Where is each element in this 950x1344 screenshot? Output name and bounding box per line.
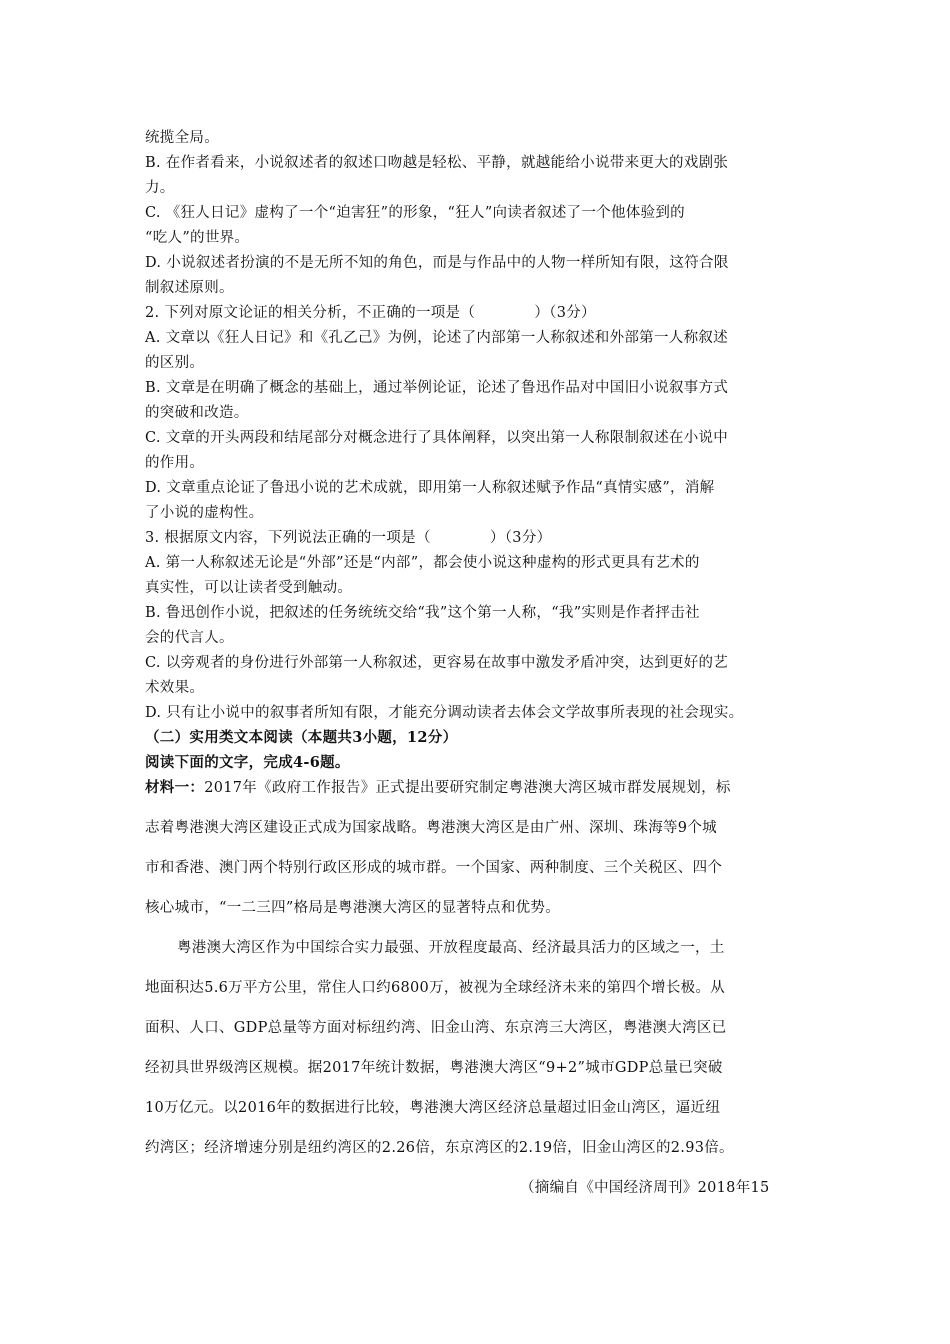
- option-b: B. 文章是在明确了概念的基础上，通过举例论证，论述了鲁迅作品对中国旧小说叙事方式: [145, 380, 729, 396]
- option-a: A. 第一人称叙述无论是“外部”还是“内部”，都会使小说这种虚构的形式更具有艺术的: [145, 555, 700, 571]
- option-c: C. 文章的开头两段和结尾部分对概念进行了具体阐释，以突出第一人称限制叙述在小说中: [145, 430, 729, 446]
- text-line: 力。: [145, 180, 175, 196]
- option-d: D. 文章重点论证了鲁迅小说的艺术成就，即用第一人称叙述赋予作品“真情实感”，消解: [145, 480, 715, 496]
- question-3: 3. 根据原文内容，下列说法正确的一项是（ ）（3分）: [145, 530, 552, 546]
- text-line: 的突破和改造。: [145, 405, 249, 421]
- paragraph-line: 10万亿元。以2016年的数据进行比较，粤港澳大湾区经济总量超过旧金山湾区，逼近纽: [145, 1100, 721, 1116]
- instruction: 阅读下面的文字，完成4-6题。: [145, 754, 350, 771]
- option-b: B. 在作者看来，小说叙述者的叙述口吻越是轻松、平静，就越能给小说带来更大的戏剧张: [145, 155, 729, 171]
- material-1-line: [145, 778, 731, 798]
- source-citation: （摘编自《中国经济周刊》2018年15: [520, 1180, 770, 1196]
- text-line: 真实性，可以让读者受到触动。: [145, 580, 353, 596]
- text-line: 的区别。: [145, 355, 205, 371]
- paragraph-line: 粤港澳大湾区作为中国综合实力最强、开放程度最高、经济最具活力的区域之一，土: [177, 940, 725, 956]
- option-d: D. 小说叙述者扮演的不是无所不知的角色，而是与作品中的人物一样所知有限，这符合限: [145, 255, 729, 271]
- option-c: C. 以旁观者的身份进行外部第一人称叙述，更容易在故事中激发矛盾冲突，达到更好的艺: [145, 655, 729, 671]
- option-c: C. 《狂人日记》虚构了一个“迫害狂”的形象，“狂人”向读者叙述了一个他体验到的: [145, 205, 685, 221]
- option-d: D. 只有让小说中的叙事者所知有限，才能充分调动读者去体会文学故事所表现的社会现实。: [145, 705, 744, 721]
- paragraph-line: 约湾区；经济增速分别是纽约湾区的2.26倍，东京湾区的2.19倍，旧金山湾区的2.93倍。: [145, 1140, 734, 1156]
- text-line: 统揽全局。: [145, 130, 219, 146]
- text-line: 的作用。: [145, 455, 205, 471]
- material-1-line: 核心城市，“一二三四”格局是粤港澳大湾区的显著特点和优势。: [145, 900, 561, 916]
- paragraph-line: 经初具世界级湾区规模。据2017年统计数据，粤港澳大湾区“9+2”城市GDP总量已突破: [145, 1060, 723, 1076]
- text-line: 术效果。: [145, 680, 205, 696]
- material-1-line: 志着粤港澳大湾区建设正式成为国家战略。粤港澳大湾区是由广州、深圳、珠海等9个城: [145, 820, 717, 836]
- text-line: “吃人”的世界。: [145, 230, 250, 246]
- paragraph-line: 面积、人口、GDP总量等方面对标纽约湾、旧金山湾、东京湾三大湾区，粤港澳大湾区已: [145, 1020, 727, 1036]
- option-a: A. 文章以《狂人日记》和《孔乙己》为例，论述了内部第一人称叙述和外部第一人称叙述: [145, 330, 728, 346]
- paragraph-line: 地面积达5.6万平方公里，常住人口约6800万，被视为全球经济未来的第四个增长极。从: [145, 980, 726, 996]
- text-line: 制叙述原则。: [145, 280, 234, 296]
- option-b: B. 鲁迅创作小说，把叙述的任务统统交给“我”这个第一人称，“我”实则是作者抨击社: [145, 605, 700, 621]
- material-1-line: 市和香港、澳门两个特别行政区形成的城市群。一个国家、两种制度、三个关税区、四个: [145, 860, 723, 876]
- text-line: 会的代言人。: [145, 630, 234, 646]
- section-title: （二）实用类文本阅读（本题共3小题，12分）: [145, 729, 458, 746]
- material-label: 材料一：: [145, 779, 205, 796]
- material-text: 2017年《政府工作报告》正式提出要研究制定粤港澳大湾区城市群发展规划，标: [204, 780, 731, 796]
- text-line: 了小说的虚构性。: [145, 505, 264, 521]
- question-2: 2. 下列对原文论证的相关分析，不正确的一项是（ ）（3分）: [145, 305, 596, 321]
